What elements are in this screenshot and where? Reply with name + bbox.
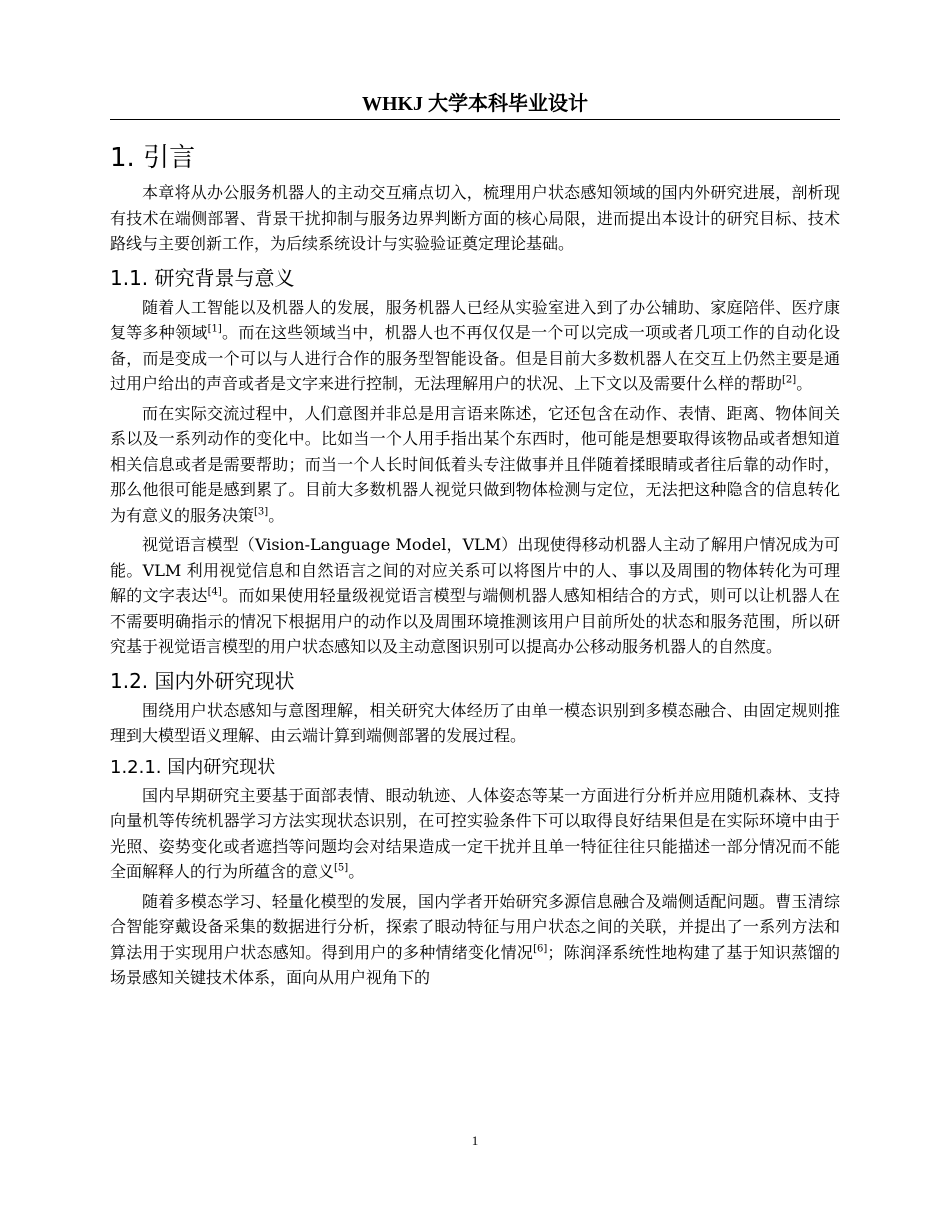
text-run: 。	[348, 862, 365, 881]
paragraph-background-1	[110, 295, 840, 397]
subsection-heading-1-2-1: 1.2.1. 国内研究现状	[110, 756, 276, 778]
paragraph-domestic-2	[110, 889, 840, 991]
paragraph-background-3	[110, 532, 840, 660]
citation-ref: [4]	[207, 586, 222, 598]
section-heading-1-2: 1.2. 国内外研究现状	[110, 668, 295, 693]
text-run: ；陈润泽系统性地构建了基于知识蒸馏的场景感知关键技术体系，面向从用户视角下的	[110, 942, 840, 987]
page-header-title: WHKJ 大学本科毕业设计	[361, 93, 589, 115]
paragraph-domestic-1	[110, 783, 840, 885]
text-run: 。	[796, 374, 813, 393]
text-run: 随着多模态学习、轻量化模型的发展，国内学者开始研究多源信息融合及端侧适配问题。曹玉清综合智能穿戴设备采集的数据进行分析，探索了眼动特征与用户状态之间的关联，并提出了一系列方法和算法用于实现用户状态感知。得到用户的多种情绪变化情况	[110, 891, 840, 962]
text-run: 随着人工智能以及机器人的发展，服务机器人已经从实验室进入到了办公辅助、家庭陪伴、医疗康复等多种领域	[110, 297, 840, 342]
text-run: 视觉语言模型（Vision-Language Model，VLM）出现使得移动机器人主动了解用户情况成为可能。VLM 利用视觉信息和自然语言之间的对应关系可以将图片中的人、事以及周围的物体转化为可理解的文字表达	[110, 535, 840, 605]
header-divider	[110, 119, 840, 120]
page-content	[110, 138, 840, 991]
section-heading-1-1: 1.1. 研究背景与意义	[110, 265, 295, 290]
page-number: 1	[471, 1133, 479, 1148]
text-run: 国内早期研究主要基于面部表情、眼动轨迹、人体姿态等某一方面进行分析并应用随机森林、支持向量机等传统机器学习方法实现状态识别，在可控实验条件下可以取得良好结果但是在实际环境中由于光照、姿势变化或者遮挡等问题均会对结果造成一定干扰并且单一特征往往只能描述一部分情况而不能全面解释人的行为所蕴含的意义	[110, 785, 840, 881]
text-run: 。	[268, 505, 285, 525]
citation-ref: [2]	[782, 374, 797, 386]
citation-ref: [1]	[207, 323, 222, 335]
paragraph-research-status: 围绕用户状态感知与意图理解，相关研究大体经历了由单一模态识别到多模态融合、由固定规则推理到大模型语义理解、由云端计算到端侧部署的发展过程。	[110, 700, 840, 745]
chapter-intro-paragraph: 本章将从办公服务机器人的主动交互痛点切入，梳理用户状态感知领域的国内外研究进展，剖析现有技术在端侧部署、背景干扰抑制与服务边界判断方面的核心局限，进而提出本设计的研究目标、技术路线与主要创新工作，为后续系统设计与实验验证奠定理论基础。	[110, 183, 840, 253]
text-run: 而在实际交流过程中，人们意图并非总是用言语来陈述，它还包含在动作、表情、距离、物体间关系以及一系列动作的变化中。比如当一个人用手指出某个东西时，他可能是想要取得该物品或者想知道相关信息或者是需要帮助；而当一个人长时间低着头专注做事并且伴随着揉眼睛或者往后靠的动作时，那么他很可能是感到累了。目前大多数机器人视觉只做到物体检测与定位，无法把这种隐含的信息转化为有意义的服务决策	[110, 403, 840, 525]
chapter-heading: 1. 引言	[110, 143, 196, 173]
text-run: 。而如果使用轻量级视觉语言模型与端侧机器人感知相结合的方式，则可以让机器人在不需要明确指示的情况下根据用户的动作以及周围环境推测该用户目前所处的状态和服务范围，所以研究基于视觉语言模型的用户状态感知以及主动意图识别可以提高办公移动服务机器人的自然度。	[110, 586, 840, 656]
citation-ref: [5]	[334, 862, 349, 874]
text-run: 。而在这些领域当中，机器人也不再仅仅是一个可以完成一项或者几项工作的自动化设备，而是变成一个可以与人进行合作的服务型智能设备。但是目前大多数机器人在交互上仍然主要是通过用户给出的声音或者是文字来进行控制，无法理解用户的状况、上下文以及需要什么样的帮助	[110, 323, 840, 393]
citation-ref: [6]	[533, 943, 548, 955]
paragraph-background-2	[110, 401, 840, 529]
citation-ref: [3]	[254, 506, 269, 518]
